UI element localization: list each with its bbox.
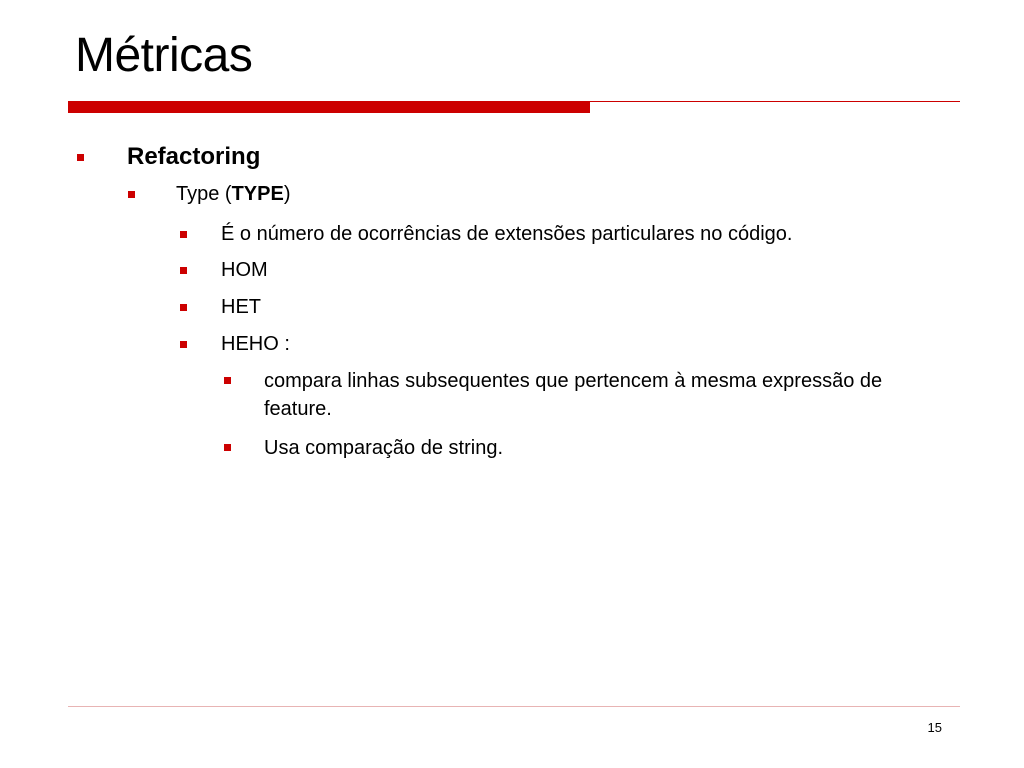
square-bullet-icon (224, 377, 231, 384)
bullet-item-refactoring (77, 142, 260, 172)
title-accent-bar (68, 101, 590, 113)
bullet-text: HEHO : (221, 333, 290, 355)
bullet-item-string (224, 434, 924, 462)
bullet-text: compara linhas subsequentes que pertencem à mesma expressão de feature. (264, 370, 883, 420)
square-bullet-icon (180, 304, 187, 311)
bullet-item-heho (180, 331, 290, 357)
bullet-text: É o número de ocorrências de extensões particulares no código. (221, 223, 793, 245)
bullet-item-type (128, 181, 291, 207)
title-underline (590, 101, 960, 102)
square-bullet-icon (180, 267, 187, 274)
square-bullet-icon (224, 444, 231, 451)
type-suffix: ) (283, 183, 291, 205)
type-prefix: Type ( (176, 183, 232, 205)
bullet-text: Usa comparação de string. (264, 437, 504, 459)
square-bullet-icon (180, 341, 187, 348)
bullet-text (176, 181, 291, 207)
footer-divider (68, 706, 960, 707)
bullet-item-het (180, 294, 261, 320)
bullet-item-hom (180, 257, 268, 283)
type-bold: TYPE (231, 183, 284, 205)
page-number: 15 (927, 720, 942, 735)
square-bullet-icon (128, 191, 135, 198)
slide-title: Métricas (75, 29, 253, 82)
bullet-item-definition (180, 221, 792, 247)
square-bullet-icon (77, 154, 84, 161)
bullet-text: HOM (221, 259, 268, 281)
square-bullet-icon (180, 231, 187, 238)
bullet-item-compara (224, 367, 924, 423)
bullet-text: HET (221, 296, 261, 318)
bullet-text: Refactoring (127, 143, 261, 170)
